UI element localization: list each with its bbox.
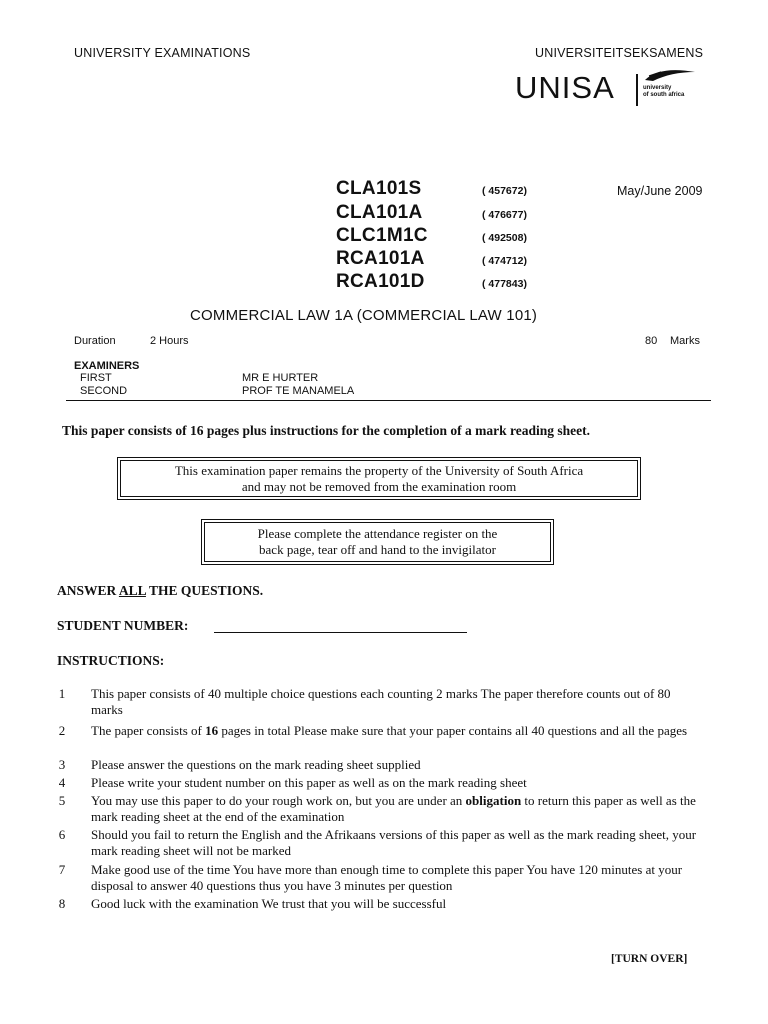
- logo-divider: [636, 74, 638, 106]
- instruction-text: Good luck with the examination We trust that you will be successful: [91, 896, 447, 911]
- module-code: CLA101A: [336, 202, 423, 223]
- exam-date: May/June 2009: [617, 184, 703, 198]
- turn-over: [TURN OVER]: [611, 953, 688, 965]
- logo-wordmark: UNISA: [515, 70, 615, 105]
- pages-note: This paper consists of 16 pages plus instructions for the completion of a mark reading sheet.: [62, 423, 591, 438]
- answer-all-heading: [57, 583, 263, 599]
- instruction-number: 7: [58, 862, 66, 877]
- attendance-notice-line2: back page, tear off and hand to the invigilator: [259, 542, 496, 557]
- instruction-text: [91, 723, 701, 739]
- module-number: ( 476677): [482, 209, 527, 221]
- instruction-text: Should you fail to return the English and the Afrikaans versions of this paper as well as the mark reading sheet, your mark reading sheet will not be marked: [91, 827, 697, 858]
- module-number: ( 457672): [482, 185, 527, 197]
- instruction-text: This paper consists of 40 multiple choice questions each counting 2 marks The paper therefore counts out of 80 marks: [91, 686, 671, 717]
- instruction-text-bold: obligation: [465, 793, 522, 808]
- examiner-first-label: FIRST: [80, 372, 112, 384]
- attendance-notice-box: [201, 519, 554, 565]
- student-number-label: STUDENT NUMBER:: [57, 618, 189, 633]
- marks-value: 80: [645, 335, 658, 347]
- module-code: RCA101A: [336, 248, 425, 269]
- module-number: ( 492508): [482, 232, 527, 244]
- header-divider: [66, 400, 711, 401]
- instruction-number: 1: [58, 686, 66, 701]
- attendance-notice-line1: Please complete the attendance register on the: [257, 526, 498, 541]
- logo-line1: university: [643, 85, 672, 91]
- instructions-heading: INSTRUCTIONS:: [57, 653, 165, 668]
- module-number: ( 477843): [482, 278, 527, 290]
- module-code: CLC1M1C: [336, 225, 428, 246]
- examiners-heading: EXAMINERS: [74, 360, 140, 372]
- instruction-text: Please answer the questions on the mark reading sheet supplied: [91, 757, 421, 772]
- instruction-text-pre: The paper consists of: [91, 723, 206, 738]
- instruction-text-pre: You may use this paper to do your rough work on, but you are under an: [91, 793, 466, 808]
- instruction-text: [91, 793, 701, 824]
- property-notice-line2: and may not be removed from the examination room: [241, 478, 517, 494]
- instruction-text-post: pages in total Please make sure that your paper contains all 40 questions and all the pages: [218, 723, 688, 738]
- paper-title: COMMERCIAL LAW 1A (COMMERCIAL LAW 101): [190, 307, 538, 324]
- logo-line2: of south africa: [643, 92, 685, 98]
- examiner-second-label: SECOND: [80, 385, 128, 397]
- instruction-text: Please write your student number on this paper as well as on the mark reading sheet: [91, 775, 527, 790]
- instruction-number: 6: [58, 827, 66, 842]
- property-notice-line1: This examination paper remains the property of the University of South Africa: [174, 462, 584, 478]
- answer-post: THE QUESTIONS.: [145, 583, 264, 598]
- answer-pre: ANSWER: [57, 583, 119, 598]
- module-code: CLA101S: [336, 178, 422, 199]
- marks-label: Marks: [670, 335, 700, 347]
- instruction-text: Make good use of the time You have more than enough time to complete this paper You have 120 minutes at your disposal to answer 40 questions thus you have 3 minutes per question: [91, 862, 683, 893]
- duration-label: Duration: [74, 335, 116, 347]
- instruction-number: 5: [58, 793, 66, 808]
- answer-all: ALL: [118, 583, 146, 598]
- header-right: UNIVERSITEITSEKSAMENS: [535, 46, 704, 60]
- module-number: ( 474712): [482, 255, 527, 267]
- instruction-number: 8: [58, 896, 66, 911]
- instruction-text-bold: 16: [205, 723, 219, 738]
- property-notice-box: [117, 457, 641, 500]
- instruction-text-post: to return this paper as well as the mark reading sheet at the end of the examination: [91, 793, 696, 824]
- examiner-second-name: PROF TE MANAMELA: [242, 385, 355, 397]
- examiner-first-name: MR E HURTER: [242, 372, 319, 384]
- module-code: RCA101D: [336, 271, 425, 292]
- instruction-number: 4: [58, 775, 66, 790]
- student-number-field[interactable]: [214, 632, 467, 633]
- instruction-number: 3: [58, 757, 66, 772]
- unisa-emblem-icon: [643, 68, 699, 82]
- header-left: UNIVERSITY EXAMINATIONS: [74, 46, 251, 60]
- instruction-number: 2: [58, 723, 66, 738]
- duration-value: 2 Hours: [150, 335, 189, 347]
- unisa-logo: [515, 68, 705, 108]
